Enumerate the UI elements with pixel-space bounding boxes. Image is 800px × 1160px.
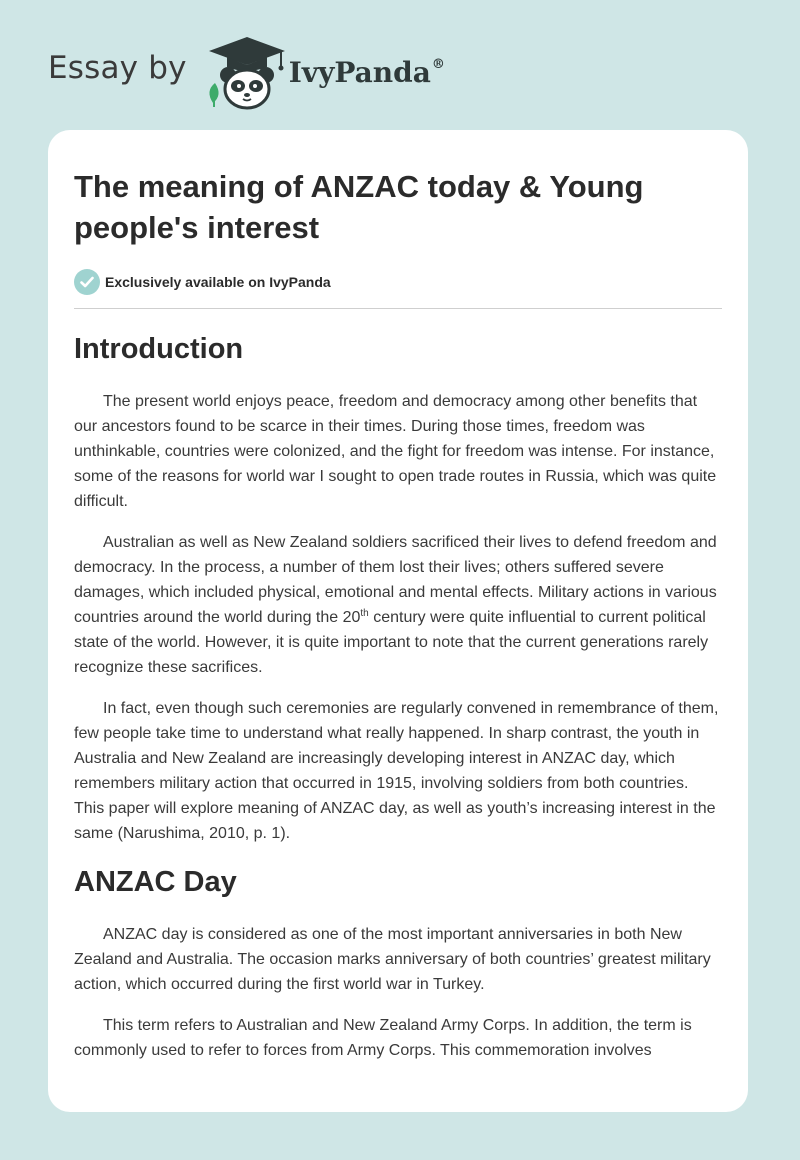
brand-name[interactable]: IvyPanda® [288, 55, 445, 89]
site-header [48, 32, 445, 112]
section-heading-introduction: Introduction [74, 333, 244, 365]
essay-by-label: Essay by [48, 50, 187, 86]
paragraph: In fact, even though such ceremonies are regularly convened in remembrance of them, few people take time to understand what really happened. In sharp contrast, the youth in Australia and New Zealand are increasingly developing interest in ANZAC day, which remembers military action that occurred in 1915, involving soldiers from both countries. This paper will explore meaning of ANZAC day, as well as youth’s increasing interest in the same (Narushima, 2010, p. 1). [74, 700, 719, 842]
check-icon [74, 269, 100, 295]
exclusive-badge-label: Exclusively available on IvyPanda [105, 274, 331, 290]
paragraph: This term refers to Australian and New Zealand Army Corps. In addition, the term is commonly used to refer to forces from Army Corps. This commemoration involves [74, 1017, 692, 1059]
panda-logo-icon[interactable] [201, 33, 293, 111]
essay-content [74, 166, 722, 1063]
registered-mark: ® [431, 56, 445, 72]
exclusive-badge [74, 268, 722, 296]
paragraph: Australian as well as New Zealand soldiers sacrificed their lives to defend freedom and democracy. In the process, a number of them lost their lives; others suffered severe damages, which included physical, emotional and mental effects. Military actions in various countries around the world during the 20th century were quite influential to current political state of the world. However, it is quite important to note that the current generations rarely recognize these sacrifices. [74, 534, 717, 676]
section-heading-anzac-day: ANZAC Day [74, 866, 237, 898]
paragraph: ANZAC day is considered as one of the most important anniversaries in both New Zealand and Australia. The occasion marks anniversary of both countries’ greatest military action, which occurred during the first world war in Turkey. [74, 926, 711, 993]
divider [74, 308, 722, 309]
paragraph: The present world enjoys peace, freedom and democracy among other benefits that our ancestors found to be scarce in their times. During those times, freedom was unthinkable, countries were colonized, and the fight for freedom was intense. For instance, some of the reasons for world war I sought to open trade routes in Russia, which was quite difficult. [74, 393, 717, 510]
page-title: The meaning of ANZAC today & Young people's interest [74, 169, 644, 245]
essay-card [48, 130, 748, 1112]
